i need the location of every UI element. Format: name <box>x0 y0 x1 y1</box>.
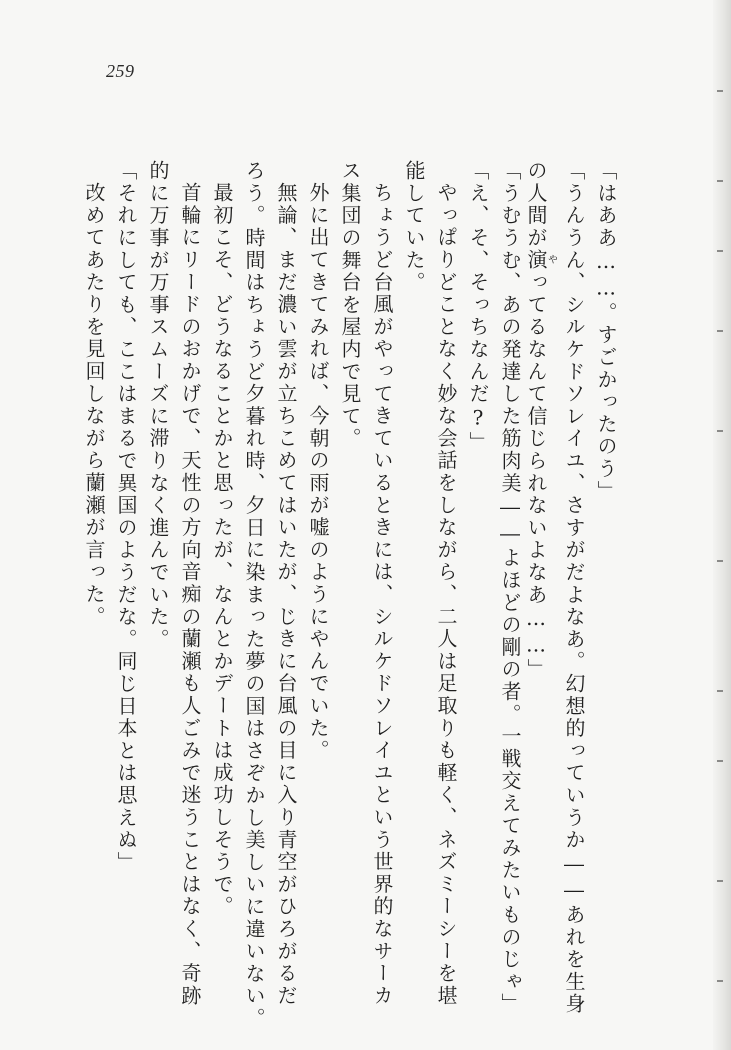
edge-mark <box>717 90 723 92</box>
page-edge <box>713 0 731 1050</box>
text-line: 「うむうむ、あの発達した筋肉美――よほどの剛の者。一戦交えてみたいものじゃ」 <box>498 160 522 1016</box>
text-line: やっぱりどことなく妙な会話をしながら、二人は足取りも軽く、ネズミーシーを堪 <box>434 182 458 1008</box>
text-line: 外に出てきてみれば、今朝の雨が嘘のようにやんでいた。 <box>306 182 330 762</box>
edge-mark <box>717 690 723 692</box>
ruby-annotation: 演や <box>524 249 557 272</box>
edge-mark <box>717 980 723 982</box>
text-line: 「それにしても、ここはまるで異国のようだな。同じ日本とは思えぬ」 <box>114 160 138 874</box>
edge-mark <box>717 180 723 182</box>
text-line: 的に万事が万事スムーズに滞りなく進んでいた。 <box>146 160 170 651</box>
text-line: 改めてあたりを見回しながら蘭瀬が言った。 <box>82 182 106 628</box>
text-line: 「うんうん、シルケドソレイユ、さすがだよなあ。幻想的っていうか――あれを生身 <box>562 160 586 1016</box>
edge-mark <box>717 430 723 432</box>
text-line: 最初こそ、どうなることかと思ったが、なんとかデートは成功しそうで。 <box>210 182 234 918</box>
edge-mark <box>717 560 723 562</box>
edge-mark <box>717 250 723 252</box>
text-line: 無論、まだ濃い雲が立ちこめてはいたが、じきに台風の目に入り青空がひろがるだ <box>274 182 298 1008</box>
text-line: ちょうど台風がやってきているときには、シルケドソレイユという世界的なサーカ <box>370 182 394 1008</box>
edge-mark <box>717 880 723 882</box>
edge-mark <box>717 760 723 762</box>
text-line: 能していた。 <box>402 160 426 294</box>
text-line: の人間が演やってるなんて信じられないよなあ……」 <box>524 160 557 681</box>
text-line: 首輪にリードのおかげで、天性の方向音痴の蘭瀬も人ごみで迷うことはなく、奇跡 <box>178 182 202 1008</box>
edge-mark <box>717 330 723 332</box>
text-line: 「はああ……。すごかったのう」 <box>594 160 618 503</box>
ruby-reading: や <box>545 249 557 272</box>
text-line: ろう。時間はちょうど夕暮れ時、夕日に染まった夢の国はさぞかし美しいに違いない。 <box>242 160 266 1030</box>
text-line: ス集団の舞台を屋内で見て。 <box>338 160 362 450</box>
vertical-text-body <box>0 160 731 1030</box>
text-line: 「え、そ、そっちなんだ?」 <box>466 160 490 454</box>
page-number: 259 <box>106 61 135 81</box>
